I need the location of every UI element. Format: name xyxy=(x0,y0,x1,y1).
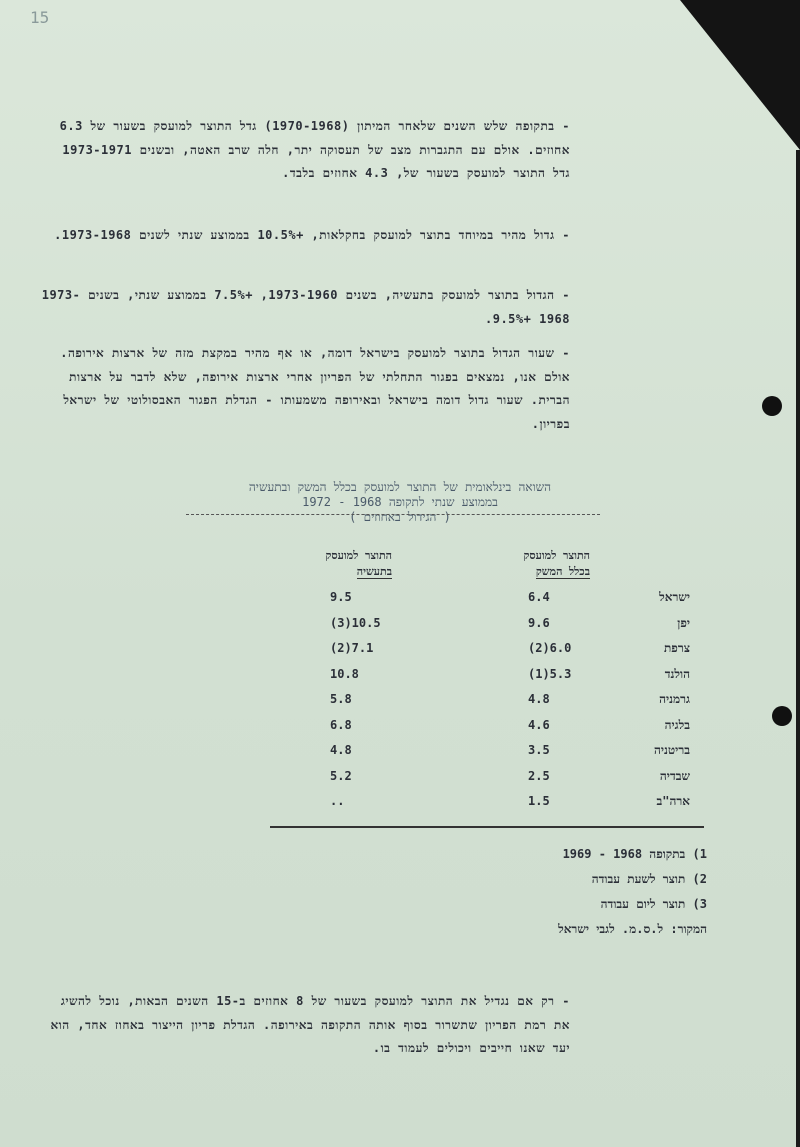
page-number-mark: 15 xyxy=(30,8,50,27)
row-country: בריטניה xyxy=(653,743,690,757)
row-economy-value: (2)6.0 xyxy=(528,641,572,655)
row-economy-value: 4.8 xyxy=(528,692,550,706)
paragraph-agriculture: - גדול מהיר במיוחד בתוצר למועסק בחקלאות, +10.5% בממוצע שנתי לשנים 1973-1968. xyxy=(54,228,570,242)
row-industry-value: 6.8 xyxy=(330,717,352,732)
punch-hole-lower xyxy=(772,706,792,726)
column-header-industry: התוצר למועסק בתעשיה xyxy=(325,549,392,578)
row-industry-value: .. xyxy=(330,794,345,808)
paragraph-productivity-growth: - בתקופה שלש השנים שלאחר המיתון (1970-1968) גדל התוצר למועסק בשעור של 6.3 אחוזים. אולם עם התגברות מצב של תעסוקה יתר, חלה שרב האטה, ובשנים 1973-1971 גדל התוצר למועסק בשעור של, 4.3 אחוזים בלבד. xyxy=(59,119,570,180)
table-row xyxy=(300,794,690,814)
source-note: המקור: ל.ס.מ. לגבי ישראל xyxy=(558,922,707,936)
table-title-rule xyxy=(186,514,600,515)
row-country: יפן xyxy=(677,615,690,630)
paragraph-industry: - הגדול בתוצר למועסק בתעשיה, בשנים 1973-1960, +7.5% בממוצע שנתי, בשנים 1973-1968 +9.5%. xyxy=(41,288,570,326)
row-country: הולנד xyxy=(664,666,690,681)
punch-hole-upper xyxy=(762,396,782,416)
folded-corner xyxy=(680,0,800,150)
row-industry-value: (2)7.1 xyxy=(330,641,374,655)
paragraph-europe-comparison: - שעור הגדול בתוצר למועסק בישראל דומה, או אף מהיר במקצת מזה של ארצות אירופה. אולם אנו, נמצאים בפגור התחלתי של הפריון אחרי ארצות אירופה, שלא לדבר על ארצות הברית. שעור גדול דומה בישראל ובאירופה משמעותו - הגדלת הפגור האבסולוטי של ישראל בפריון. xyxy=(60,346,570,431)
table-row xyxy=(300,692,690,712)
row-economy-value: 3.5 xyxy=(528,743,550,757)
table-row xyxy=(300,641,690,661)
table-row xyxy=(300,718,690,738)
column-header-economy: התוצר למועסק בכלל המשק xyxy=(523,549,590,578)
row-industry-value: 9.5 xyxy=(330,590,352,604)
row-country: ישראל xyxy=(659,590,690,604)
footnote-1: 1) בתקופה 1968 - 1969 xyxy=(562,847,707,861)
table-row xyxy=(300,616,690,636)
footnote-2: 2) תוצר לשעת עבודה xyxy=(591,872,707,886)
table-title xyxy=(150,480,650,525)
table-row xyxy=(300,590,690,610)
table-title-line-1: השואה בינלאומית של התוצר למועסק בכלל המשק ובתעשיה xyxy=(248,480,552,494)
row-country: ארה"ב xyxy=(656,794,690,808)
table-row xyxy=(300,769,690,789)
row-economy-value: (1)5.3 xyxy=(528,666,572,681)
row-economy-value: 2.5 xyxy=(528,768,550,783)
row-country: שבדיה xyxy=(659,768,690,783)
table-bottom-rule xyxy=(270,826,704,828)
page-edge xyxy=(796,150,800,1147)
table-row xyxy=(300,743,690,763)
footnote-3: 3) תוצר ליום עבודה xyxy=(600,897,707,911)
closing-paragraph: - רק אם נגדיל את התוצר למועסק בשעור של 8 אחוזים ב-15 השנים הבאות, נוכל להשיג את רמת הפריון שתשרור בסוף אותה התקופה באירופה. הגדלת פריון הייצור באחוז אחד, הוא יעד שאנו חייבים ויכולים לעמוד בו. xyxy=(50,994,570,1055)
table-row xyxy=(300,667,690,687)
table-title-line-2: בממוצע שנתי לתקופה 1968 - 1972 xyxy=(302,495,498,509)
row-country: צרפת xyxy=(663,641,690,655)
table-title-line-3: ( הגידול באחוזים ) xyxy=(349,510,451,524)
row-industry-value: 5.8 xyxy=(330,692,352,706)
row-country: בלגיה xyxy=(664,717,690,732)
row-industry-value: 4.8 xyxy=(330,743,352,757)
row-economy-value: 4.6 xyxy=(528,717,550,732)
row-industry-value: 5.2 xyxy=(330,768,352,783)
row-economy-value: 6.4 xyxy=(528,590,550,604)
row-economy-value: 1.5 xyxy=(528,794,550,808)
row-industry-value: 10.8 xyxy=(330,666,359,681)
row-economy-value: 9.6 xyxy=(528,615,550,630)
row-country: גרמניה xyxy=(659,692,690,706)
row-industry-value: (3)10.5 xyxy=(330,615,381,630)
